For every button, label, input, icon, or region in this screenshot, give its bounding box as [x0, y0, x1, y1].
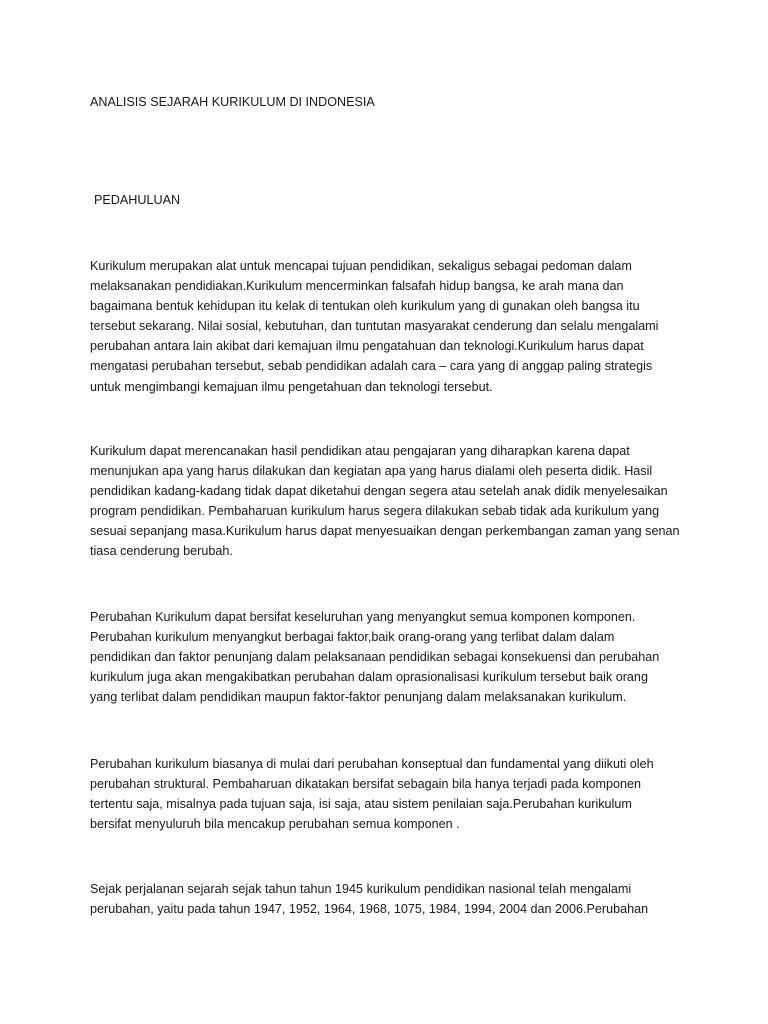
paragraph-line: Perubahan Kurikulum dapat bersifat keseluruhan yang menyangkut semua komponen komponen.: [90, 610, 636, 624]
paragraph-line: Kurikulum dapat merencanakan hasil pendidikan atau pengajaran yang diharapkan karena dapat: [90, 444, 630, 458]
paragraph-line: perubahan struktural. Pembaharuan dikatakan bersifat sebagain bila hanya terjadi pada komponen: [90, 777, 641, 792]
paragraph-3: [90, 607, 659, 707]
section-heading: PEDAHULUAN: [94, 193, 181, 207]
paragraph-line: menunjukan apa yang harus dilakukan dan kegiatan apa yang harus dialami oleh peserta didik. Hasil: [90, 464, 653, 479]
paragraph-line: mengatasi perubahan tersebut, sebab pendidikan adalah cara – cara yang di anggap paling strategis: [90, 359, 653, 374]
paragraph-line: Perubahan kurikulum biasanya di mulai dari perubahan konseptual dan fundamental yang diikuti oleh: [90, 757, 654, 771]
paragraph-line: tiasa cenderung berubah.: [90, 544, 233, 559]
paragraph-line: sesuai sepanjang masa.Kurikulum harus dapat menyesuaikan dengan perkembangan zaman yang senan: [90, 524, 680, 539]
paragraph-line: kurikulum juga akan mengakibatkan perubahan dalam oprasionalisasi kurikulum tersebut baik orang: [90, 670, 648, 685]
paragraph-line: pendidikan dan faktor penunjang dalam pelaksanaan pendidikan sebagai konsekuensi dan perubahan: [90, 650, 660, 665]
paragraph-5: [90, 879, 648, 919]
paragraph-line: tertentu saja, misalnya pada tujuan saja, isi saja, atau sistem penilaian saja.Perubahan kurikulum: [90, 797, 632, 812]
paragraph-line: bagaimana bentuk kehidupan itu kelak di tentukan oleh kurikulum yang di gunakan oleh bangsa itu: [90, 299, 640, 314]
paragraph-line: Kurikulum merupakan alat untuk mencapai tujuan pendidikan, sekaligus sebagai pedoman dalam: [90, 259, 632, 273]
paragraph-line: program pendidikan. Pembaharuan kurikulum harus segera dilakukan sebab tidak ada kurikulum yang: [90, 504, 660, 519]
paragraph-4: [90, 754, 654, 834]
paragraph-line: Sejak perjalanan sejarah sejak tahun tahun 1945 kurikulum pendidikan nasional telah mengalami: [90, 882, 632, 896]
paragraph-line: tersebut sekarang. Nilai sosial, kebutuhan, dan tuntutan masyarakat cenderung dan selalu mengalami: [90, 319, 659, 334]
paragraph-line: perubahan, yaitu pada tahun 1947, 1952, 1964, 1968, 1075, 1984, 1994, 2004 dan 2006.Perubahan: [90, 902, 649, 917]
paragraph-line: Perubahan kurikulum menyangkut berbagai faktor,baik orang-orang yang terlibat dalam dalam: [90, 630, 615, 645]
paragraph-line: bersifat menyuluruh bila mencakup perubahan semua komponen .: [90, 817, 460, 832]
paragraph-2: [90, 441, 680, 562]
paragraph-line: perubahan antara lain akibat dari kemajuan ilmu pengatahuan dan teknologi.Kurikulum harus dapat: [90, 339, 644, 354]
paragraph-line: yang terlibat dalam pendidikan maupun faktor-faktor penunjang dalam melaksanakan kurikulum.: [90, 690, 627, 705]
paragraph-line: pendidikan kadang-kadang tidak dapat diketahui dengan segera atau setelah anak didik menyelesaikan: [90, 484, 668, 499]
paragraph-line: melaksanakan pendidiakan.Kurikulum mencerminkan falsafah hidup bangsa, ke arah mana dan: [90, 279, 624, 294]
paragraph-line: untuk mengimbangi kemajuan ilmu pengetahuan dan teknologi tersebut.: [90, 379, 493, 394]
paragraph-1: [90, 256, 658, 397]
document-title: ANALISIS SEJARAH KURIKULUM DI INDONESIA: [90, 95, 375, 109]
